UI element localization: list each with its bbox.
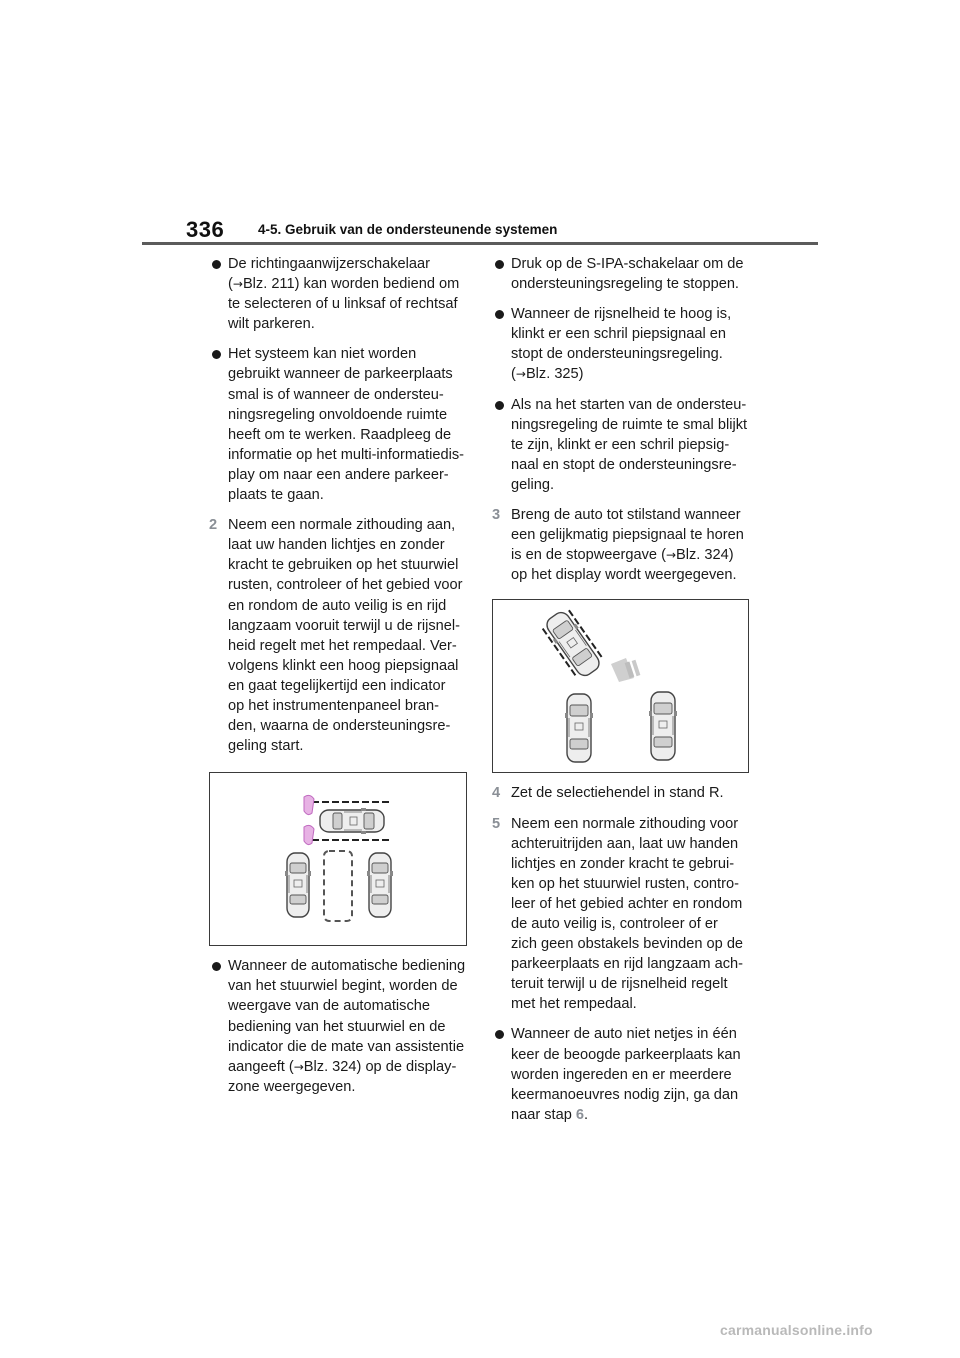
text-line: achteruitrijden aan, laat uw handen: [511, 835, 739, 852]
text-line: play om naar een andere parkeer-: [228, 466, 449, 483]
parked-car-left: [565, 694, 593, 762]
step-number: 2: [209, 517, 218, 534]
text-line: zich geen obstakels bevinden op de: [511, 936, 744, 953]
text-line: (→Blz. 325): [511, 366, 584, 383]
bullet-icon: [495, 1030, 504, 1039]
text-line: den, waarna de ondersteuningsre-: [228, 718, 451, 735]
text-line: met het rempedaal.: [511, 996, 637, 1013]
step-number: 5: [492, 815, 501, 832]
text-line: naar stap 6.: [511, 1106, 589, 1123]
text-line: volgens klinkt een hoog piepsignaal: [228, 657, 459, 674]
own-car: [320, 808, 384, 834]
text-line: keer de beoogde parkeerplaats kan: [511, 1046, 741, 1063]
parking-diagram-forward: [210, 773, 466, 945]
arrow-right-icon: →: [293, 1059, 304, 1074]
text-line: ningsregeling de ruimte te smal blijkt: [511, 416, 748, 433]
text-line: aangeeft (→Blz. 324) op de display-: [228, 1058, 457, 1075]
text-line: Zet de selectiehendel in stand R.: [511, 785, 724, 802]
step-3: [492, 505, 754, 585]
text-line: keermanoeuvres nodig zijn, ga dan: [511, 1086, 739, 1103]
watermark: carmanualsonline.info: [720, 1322, 873, 1338]
parked-car-right: [367, 853, 393, 917]
text-line: Neem een normale zithouding voor: [511, 815, 739, 832]
text-line: is en de stopweergave (→Blz. 324): [511, 547, 734, 564]
text-line: geling start.: [228, 738, 304, 755]
text-line: (→Blz. 211) kan worden bediend om: [228, 276, 460, 293]
text-line: geling.: [511, 476, 555, 493]
text-line: zone weergegeven.: [228, 1078, 356, 1095]
text-line: ondersteuningsregeling te stoppen.: [511, 276, 739, 293]
text-line: te selecteren of u linksaf of rechtsaf: [228, 296, 458, 313]
text-line: een gelijkmatig piepsignaal te horen: [511, 527, 744, 544]
step-number: 3: [492, 507, 501, 524]
bullet-icon: [212, 962, 221, 971]
text-line: smal is of wanneer de ondersteu-: [228, 386, 444, 403]
parked-car-left: [285, 853, 311, 917]
bullet-turn-signal: [209, 254, 471, 334]
text-line: kracht te gebruiken op het stuurwiel: [228, 557, 459, 574]
text-line: laat uw handen lichtjes en zonder: [228, 537, 445, 554]
bullet-icon: [212, 260, 221, 269]
step-4: [492, 783, 754, 803]
text-line: en rondom de auto veilig is en rijd: [228, 597, 447, 614]
arrow-right-icon: →: [665, 548, 677, 563]
text-line: indicator die de mate van assistentie: [228, 1038, 465, 1055]
text-line: bediening van het stuurwiel en de: [228, 1018, 446, 1035]
text-line: Neem een normale zithouding aan,: [228, 517, 456, 534]
text-line: Wanneer de automatische bediening: [228, 958, 466, 975]
parked-car-right: [649, 692, 677, 760]
bullet-multiple-manoeuvres: [492, 1024, 754, 1124]
bullet-speed-too-high: [492, 304, 754, 384]
text-line: wilt parkeren.: [228, 316, 315, 333]
text-line: langzaam vooruit terwijl u de rijsnel-: [228, 617, 460, 634]
text-line: weergave van de automatische: [228, 998, 431, 1015]
text-line: ningsregeling onvoldoende ruimte: [228, 406, 448, 423]
text-line: teruit terwijl u de rijsnelheid regelt: [511, 976, 728, 993]
text-line: worden ingereden en er meerdere: [511, 1066, 732, 1083]
text-line: gebruikt wanneer de parkeerplaats: [228, 366, 453, 383]
direction-arrow-icon: [611, 658, 640, 682]
text-line: de auto veilig is, controleer of er: [511, 915, 718, 932]
text-line: rusten, controleer of het gebied voor: [228, 577, 463, 594]
bullet-icon: [212, 350, 221, 359]
arrow-right-icon: →: [515, 367, 526, 382]
text-line: op het display wordt weergegeven.: [511, 567, 737, 584]
arrow-right-icon: →: [232, 277, 243, 292]
text-line: klinkt er een schril piepsignaal en: [511, 326, 726, 343]
header-rule: [142, 242, 818, 245]
text-line: naal en stopt de ondersteuningsre-: [511, 456, 737, 473]
step-reference: 6: [575, 1106, 585, 1123]
step-5: [492, 814, 754, 1015]
left-column: [209, 254, 471, 1107]
text-line: stopt de ondersteuningsregeling.: [511, 346, 723, 363]
text-line: te zijn, klinkt er een schril piepsig-: [511, 436, 730, 453]
step-number: 4: [492, 785, 501, 802]
text-line: Wanneer de auto niet netjes in één: [511, 1026, 737, 1043]
bullet-stop-assist: [492, 254, 754, 294]
figure-forward-approach: [209, 772, 467, 946]
target-parking-slot: [324, 851, 352, 921]
text-line: van het stuurwiel begint, worden de: [228, 978, 458, 995]
text-line: Wanneer de rijsnelheid te hoog is,: [511, 306, 732, 323]
text-line: heid regelt met het rempedaal. Ver-: [228, 637, 457, 654]
step-2: [209, 515, 471, 756]
text-line: Als na het starten van de ondersteu-: [511, 396, 747, 413]
own-car: [540, 607, 605, 681]
bullet-icon: [495, 310, 504, 319]
bullet-icon: [495, 401, 504, 410]
text-line: parkeerplaats en rijd langzaam ach-: [511, 956, 744, 973]
bullet-auto-steering: [209, 956, 471, 1097]
text-line: en gaat tegelijkertijd een indicator: [228, 677, 446, 694]
section-title: 4-5. Gebruik van de ondersteunende systemen: [258, 222, 558, 237]
parking-diagram-stop: [493, 600, 748, 772]
indicator-icon: [304, 796, 314, 845]
figure-stop-position: [492, 599, 749, 773]
text-line: ken op het stuurwiel rusten, contro-: [511, 875, 739, 892]
text-line: leer of het gebied achter en rondom: [511, 895, 743, 912]
text-line: informatie op het multi-informatiedis-: [228, 446, 465, 463]
text-line: lichtjes en zonder kracht te gebrui-: [511, 855, 735, 872]
bullet-icon: [495, 260, 504, 269]
text-line: Breng de auto tot stilstand wanneer: [511, 507, 741, 524]
text-line: plaats te gaan.: [228, 487, 324, 504]
text-line: Druk op de S-IPA-schakelaar om de: [511, 256, 744, 272]
page-number: 336: [186, 217, 225, 242]
text-line: De richtingaanwijzerschakelaar: [228, 256, 430, 272]
bullet-space-too-narrow: [492, 395, 754, 495]
text-line: heeft om te werken. Raadpleeg de: [228, 426, 452, 443]
text-line: Het systeem kan niet worden: [228, 346, 417, 363]
bullet-system-unavailable: [209, 344, 471, 505]
right-column: [492, 254, 754, 1135]
text-line: op het instrumentenpaneel bran-: [228, 697, 439, 714]
